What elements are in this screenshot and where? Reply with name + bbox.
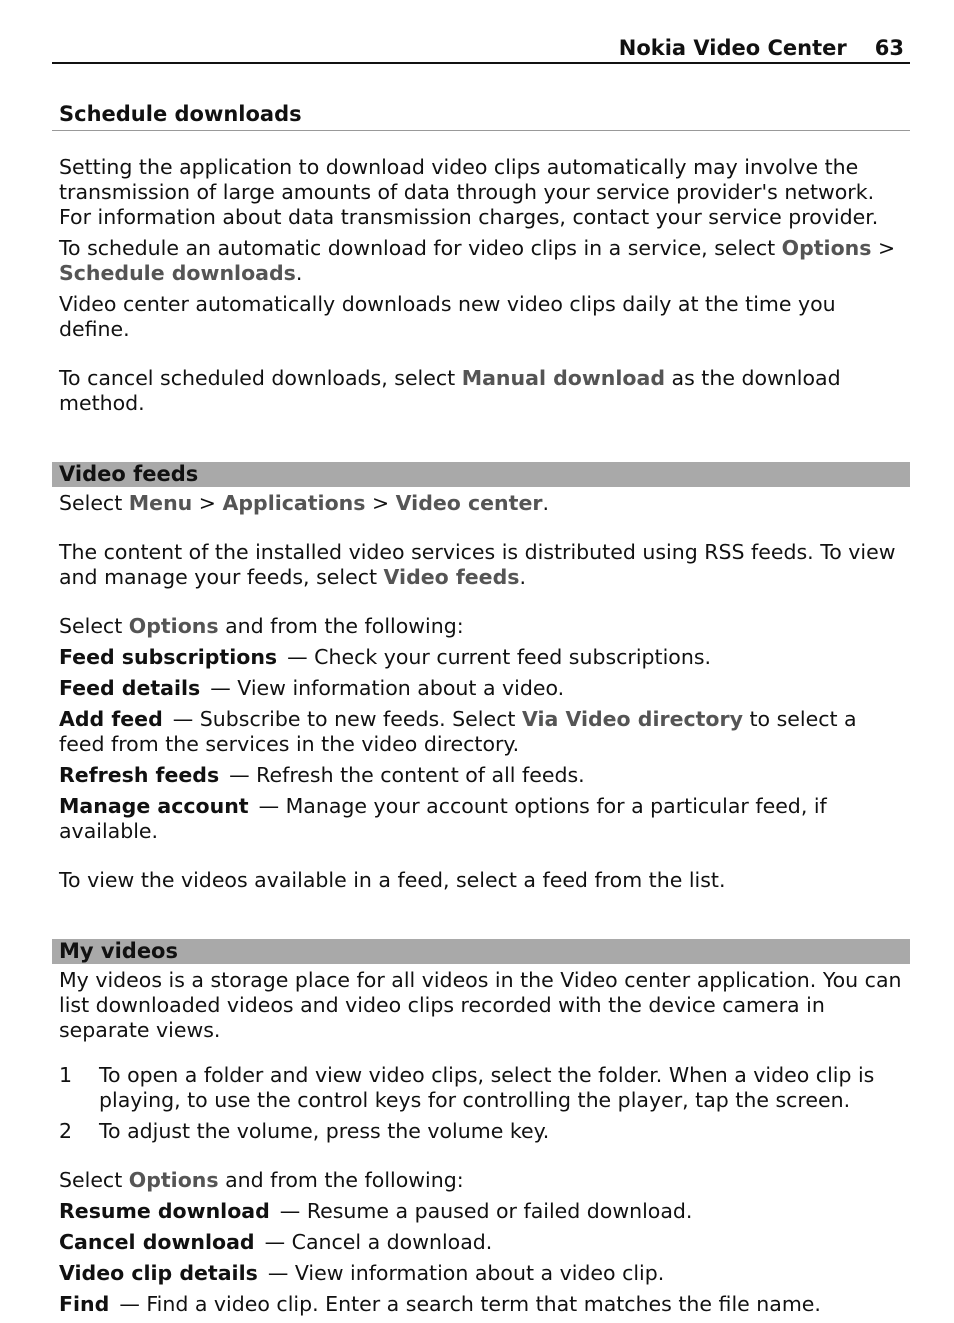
ui-via-video-directory: Via Video directory xyxy=(521,707,743,731)
schedule-paragraph-2 xyxy=(52,236,910,286)
option-description: — Subscribe to new feeds. Select xyxy=(172,707,522,731)
text: . xyxy=(519,565,526,589)
option-description: — View information about a video clip. xyxy=(267,1261,665,1285)
option-item-manage-account xyxy=(52,794,910,844)
feeds-options-intro xyxy=(52,614,910,639)
myvideos-options-intro xyxy=(52,1168,910,1193)
option-item-add-feed xyxy=(52,707,910,757)
option-item-feed-subscriptions xyxy=(52,645,910,670)
option-description-continued: to select a feed from the services in the video directory. xyxy=(59,707,857,756)
option-description: — Cancel a download. xyxy=(264,1230,493,1254)
menu-separator: > xyxy=(192,491,223,515)
ui-options: Options xyxy=(128,614,219,638)
schedule-paragraph-3: Video center automatically downloads new video clips daily at the time you define. xyxy=(59,292,836,341)
step-text: To open a folder and view video clips, select the folder. When a video clip is playing, to use the control keys for controlling the player, tap the screen. xyxy=(99,1063,875,1112)
option-item-resume-download xyxy=(52,1199,910,1224)
feeds-navigation xyxy=(52,491,910,516)
option-term: Feed details xyxy=(59,676,201,700)
option-term: Cancel download xyxy=(59,1230,255,1254)
option-description: — Refresh the content of all feeds. xyxy=(229,763,585,787)
schedule-paragraph-1: Setting the application to download video clips automatically may involve the transmission of large amounts of data through your service provider's network. For information about data transmission charges, contact your service provider. xyxy=(59,155,879,229)
option-item-feed-details xyxy=(52,676,910,701)
menu-separator: > xyxy=(871,236,896,260)
option-term: Find xyxy=(59,1292,110,1316)
option-description: — Find a video clip. Enter a search term that matches the file name. xyxy=(119,1292,821,1316)
section-heading-schedule-downloads: Schedule downloads xyxy=(52,100,910,131)
step-text: To adjust the volume, press the volume key. xyxy=(99,1119,550,1143)
page-header xyxy=(52,34,910,64)
schedule-paragraph-4 xyxy=(52,366,910,416)
text: The content of the installed video services is distributed using RSS feeds. To view and manage your feeds, select xyxy=(59,540,896,589)
section-heading-video-feeds: Video feeds xyxy=(52,462,910,487)
page-number: 63 xyxy=(874,36,904,60)
option-description: — View information about a video. xyxy=(210,676,565,700)
text: . xyxy=(542,491,549,515)
option-item-refresh-feeds xyxy=(52,763,910,788)
text: and from the following: xyxy=(218,614,464,638)
text: . xyxy=(295,261,303,285)
option-term: Video clip details xyxy=(59,1261,258,1285)
option-term: Resume download xyxy=(59,1199,270,1223)
feeds-closing: To view the videos available in a feed, select a feed from the list. xyxy=(59,868,726,892)
ui-menu: Menu xyxy=(128,491,193,515)
ui-video-feeds: Video feeds xyxy=(383,565,520,589)
step-number: 1 xyxy=(59,1063,73,1087)
option-term: Feed subscriptions xyxy=(59,645,278,669)
text: To cancel scheduled downloads, select xyxy=(59,366,462,390)
ui-options: Options xyxy=(128,1168,219,1192)
option-description: — Resume a paused or failed download. xyxy=(279,1199,693,1223)
text: as the download method. xyxy=(59,366,841,415)
ui-applications: Applications xyxy=(222,491,366,515)
option-description: — Check your current feed subscriptions. xyxy=(287,645,712,669)
ui-options: Options xyxy=(781,236,872,260)
ui-manual-download: Manual download xyxy=(461,366,666,390)
option-item-find xyxy=(52,1292,910,1317)
chapter-title: Nokia Video Center xyxy=(618,36,847,60)
option-item-video-clip-details xyxy=(52,1261,910,1286)
text: Select xyxy=(59,491,129,515)
option-term: Add feed xyxy=(59,707,163,731)
text: and from the following: xyxy=(218,1168,464,1192)
text: To schedule an automatic download for video clips in a service, select xyxy=(59,236,782,260)
step-item xyxy=(59,1119,910,1144)
option-description: — Manage your account options for a particular feed, if available. xyxy=(59,794,827,843)
step-number: 2 xyxy=(59,1119,73,1143)
menu-separator: > xyxy=(365,491,396,515)
feeds-paragraph-1 xyxy=(52,540,910,590)
ui-schedule-downloads: Schedule downloads xyxy=(59,261,296,285)
ui-video-center: Video center xyxy=(395,491,543,515)
step-item xyxy=(59,1063,910,1113)
option-term: Manage account xyxy=(59,794,249,818)
myvideos-paragraph-1: My videos is a storage place for all videos in the Video center application. You can list downloaded videos and video clips recorded with the device camera in separate views. xyxy=(59,968,902,1042)
option-item-cancel-download xyxy=(52,1230,910,1255)
numbered-steps xyxy=(52,1063,910,1144)
page-content xyxy=(52,100,910,1323)
text: Select xyxy=(59,614,129,638)
text: Select xyxy=(59,1168,129,1192)
section-heading-my-videos: My videos xyxy=(52,939,910,964)
option-term: Refresh feeds xyxy=(59,763,220,787)
